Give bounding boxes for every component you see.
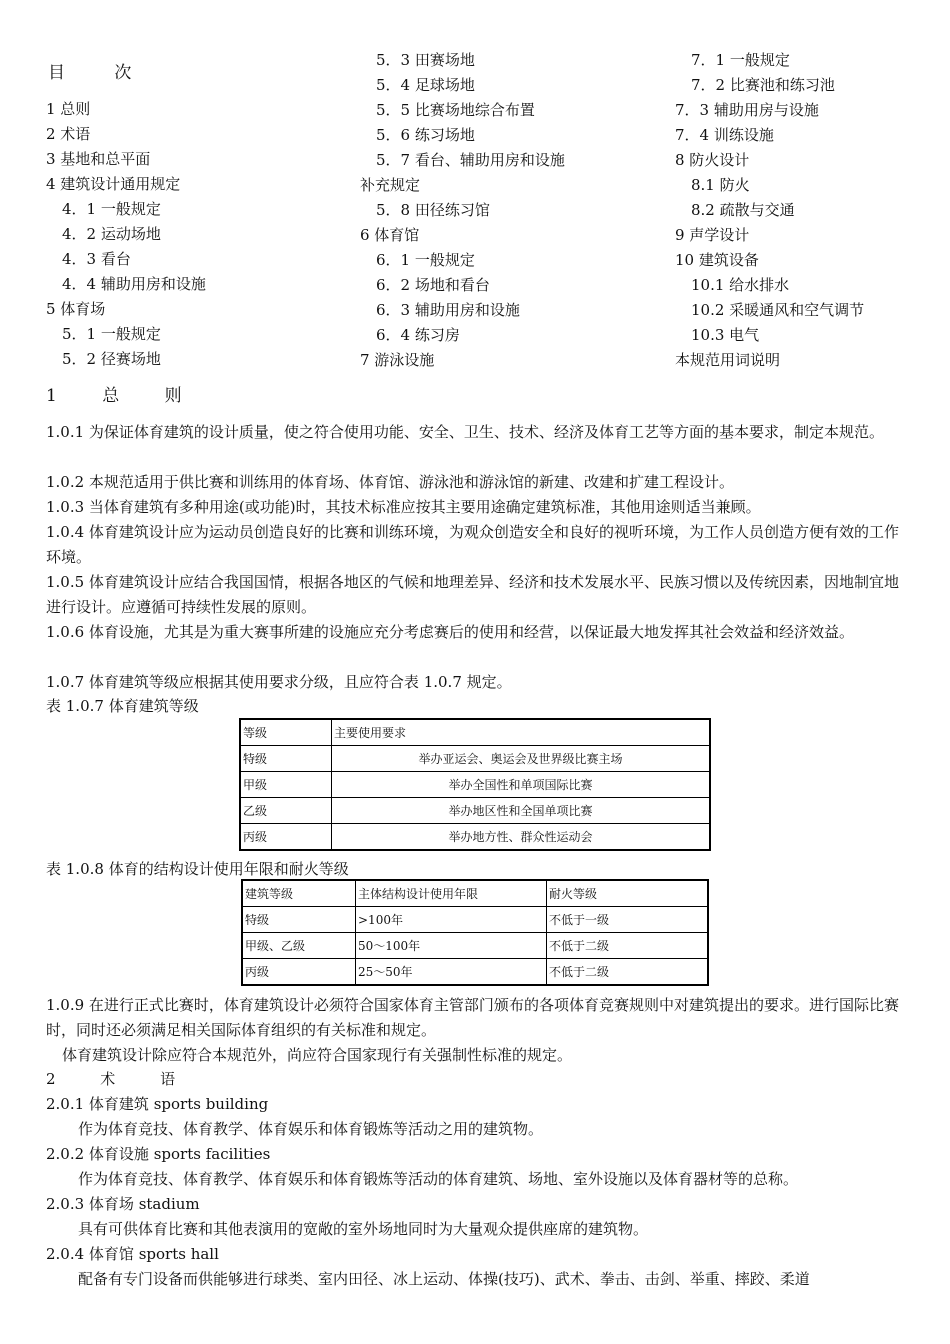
toc-item[interactable]: 6．2 场地和看台 [376,276,490,294]
table-cell: 丙级 [242,959,356,986]
toc-item[interactable]: 5．1 一般规定 [62,325,161,343]
paragraph: 1.0.5 体育建筑设计应结合我国国情，根据各地区的气候和地理差异、经济和技术发展水平、民族习惯以及传统因素，因地制宜地进行设计。应遵循可持续性发展的原则。 [46,573,899,616]
toc-title: 目 次 [48,63,154,83]
toc-item[interactable]: 5．8 田径练习馆 [376,201,490,219]
table-cell: >100年 [356,907,547,933]
toc-item[interactable]: 5．3 田赛场地 [376,51,475,69]
table-cell: 甲级、乙级 [242,933,356,959]
table-cell: 举办地区性和全国单项比赛 [332,798,711,824]
toc-item[interactable]: 4．4 辅助用房和设施 [62,275,206,293]
toc-item[interactable]: 5．5 比赛场地综合布置 [376,101,535,119]
term-title: 2.0.2 体育设施 sports facilities [46,1145,271,1163]
paragraph: 1.0.4 体育建筑设计应为运动员创造良好的比赛和训练环境，为观众创造安全和良好的视听环境，为工作人员创造方便有效的工作环境。 [46,523,899,566]
toc-item[interactable]: 4．3 看台 [62,250,131,268]
term-definition: 具有可供体育比赛和其他表演用的宽敞的室外场地同时为大量观众提供座席的建筑物。 [78,1220,649,1238]
toc-item[interactable]: 10.3 电气 [691,326,760,344]
toc-item[interactable]: 6 体育馆 [360,226,420,244]
toc-item[interactable]: 8.1 防火 [691,176,750,194]
toc-item[interactable]: 6．3 辅助用房和设施 [376,301,520,319]
toc-item[interactable]: 4．1 一般规定 [62,200,161,218]
toc-item[interactable]: 9 声学设计 [675,226,750,244]
table-row [242,959,708,986]
table-header-row [242,880,708,907]
table-cell: 不低于二级 [547,959,709,986]
toc-item[interactable]: 3 基地和总平面 [46,150,151,168]
toc-item[interactable]: 5 体育场 [46,300,106,318]
table-cell: 丙级 [240,824,332,851]
toc-item[interactable]: 8.2 疏散与交通 [691,201,795,219]
term-definition: 作为体育竞技、体育教学、体育娱乐和体育锻炼等活动的体育建筑、场地、室外设施以及体育器材等的总称。 [78,1170,799,1188]
table-header-cell: 主体结构设计使用年限 [356,880,547,907]
table-cell: 50～100年 [356,933,547,959]
toc-item[interactable]: 6．1 一般规定 [376,251,475,269]
toc-item[interactable]: 5．6 练习场地 [376,126,475,144]
table-caption: 表 1.0.8 体育的结构设计使用年限和耐火等级 [46,860,349,878]
table-row [242,933,708,959]
table-cell: 举办地方性、群众性运动会 [332,824,711,851]
toc-item[interactable]: 10.2 采暖通风和空气调节 [691,301,865,319]
term-definition: 配备有专门设备而供能够进行球类、室内田径、冰上运动、体操(技巧)、武术、拳击、击剑、举重、摔跤、柔道 [78,1270,810,1288]
term-title: 2.0.1 体育建筑 sports building [46,1095,269,1113]
term-definition: 作为体育竞技、体育教学、体育娱乐和体育锻炼等活动之用的建筑物。 [78,1120,544,1138]
table-header-cell: 耐火等级 [547,880,709,907]
paragraph: 1.0.6 体育设施，尤其是为重大赛事所建的设施应充分考虑赛后的使用和经营，以保证最大地发挥其社会效益和经济效益。 [46,623,854,641]
table-caption: 表 1.0.7 体育建筑等级 [46,697,199,715]
paragraph: 1.0.7 体育建筑等级应根据其使用要求分级，且应符合表 1.0.7 规定。 [46,673,512,691]
table-cell: 甲级 [240,772,332,798]
toc-item[interactable]: 7．4 训练设施 [675,126,774,144]
table-cell: 乙级 [240,798,332,824]
table-row [242,907,708,933]
term-title: 2.0.3 体育场 stadium [46,1195,200,1213]
paragraph: 1.0.9 在进行正式比赛时，体育建筑设计必须符合国家体育主管部门颁布的各项体育竞赛规则中对建筑提出的要求。进行国际比赛时，同时还必须满足相关国际体育组织的有关标准和规定。 [46,996,899,1039]
table-header-row [240,719,710,746]
paragraph: 1.0.3 当体育建筑有多种用途(或功能)时，其技术标准应按其主要用途确定建筑标准，其他用途则适当兼顾。 [46,498,761,516]
toc-item[interactable]: 补充规定 [360,176,421,194]
table-row [240,746,710,772]
term-title: 2.0.4 体育馆 sports hall [46,1245,219,1263]
section-heading: 2 术 语 [46,1070,196,1088]
toc-item[interactable]: 7 游泳设施 [360,351,435,369]
table-cell: 特级 [240,746,332,772]
building-grade-table [239,718,711,851]
paragraph: 1.0.1 为保证体育建筑的设计质量，使之符合使用功能、安全、卫生、技术、经济及体育工艺等方面的基本要求，制定本规范。 [46,423,884,441]
table-cell: 举办亚运会、奥运会及世界级比赛主场 [332,746,711,772]
toc-item[interactable]: 8 防火设计 [675,151,750,169]
toc-item[interactable]: 本规范用词说明 [675,351,781,369]
table-cell: 特级 [242,907,356,933]
toc-item[interactable]: 5．7 看台、辅助用房和设施 [376,151,565,169]
table-cell: 25～50年 [356,959,547,986]
table-row [240,824,710,851]
table-row [240,798,710,824]
toc-item[interactable]: 10 建筑设备 [675,251,759,269]
table-header-cell: 主要使用要求 [332,719,711,746]
table-cell: 举办全国性和单项国际比赛 [332,772,711,798]
toc-item[interactable]: 4．2 运动场地 [62,225,161,243]
table-row [240,772,710,798]
toc-item[interactable]: 6．4 练习房 [376,326,460,344]
toc-item[interactable]: 5．4 足球场地 [376,76,475,94]
toc-item[interactable]: 2 术语 [46,125,91,143]
table-header-cell: 等级 [240,719,332,746]
toc-item[interactable]: 7．2 比赛池和练习池 [691,76,835,94]
table-header-cell: 建筑等级 [242,880,356,907]
section-heading: 1 总 则 [46,386,202,406]
toc-item[interactable]: 10.1 给水排水 [691,276,790,294]
table-cell: 不低于一级 [547,907,709,933]
toc-item[interactable]: 7．1 一般规定 [691,51,790,69]
paragraph: 体育建筑设计除应符合本规范外，尚应符合国家现行有关强制性标准的规定。 [62,1046,573,1064]
structure-life-table [241,879,709,986]
paragraph: 1.0.2 本规范适用于供比赛和训练用的体育场、体育馆、游泳池和游泳馆的新建、改建和扩建工程设计。 [46,473,734,491]
toc-item[interactable]: 5．2 径赛场地 [62,350,161,368]
toc-item[interactable]: 4 建筑设计通用规定 [46,175,181,193]
toc-item[interactable]: 1 总则 [46,100,91,118]
table-cell: 不低于二级 [547,933,709,959]
toc-item[interactable]: 7．3 辅助用房与设施 [675,101,819,119]
